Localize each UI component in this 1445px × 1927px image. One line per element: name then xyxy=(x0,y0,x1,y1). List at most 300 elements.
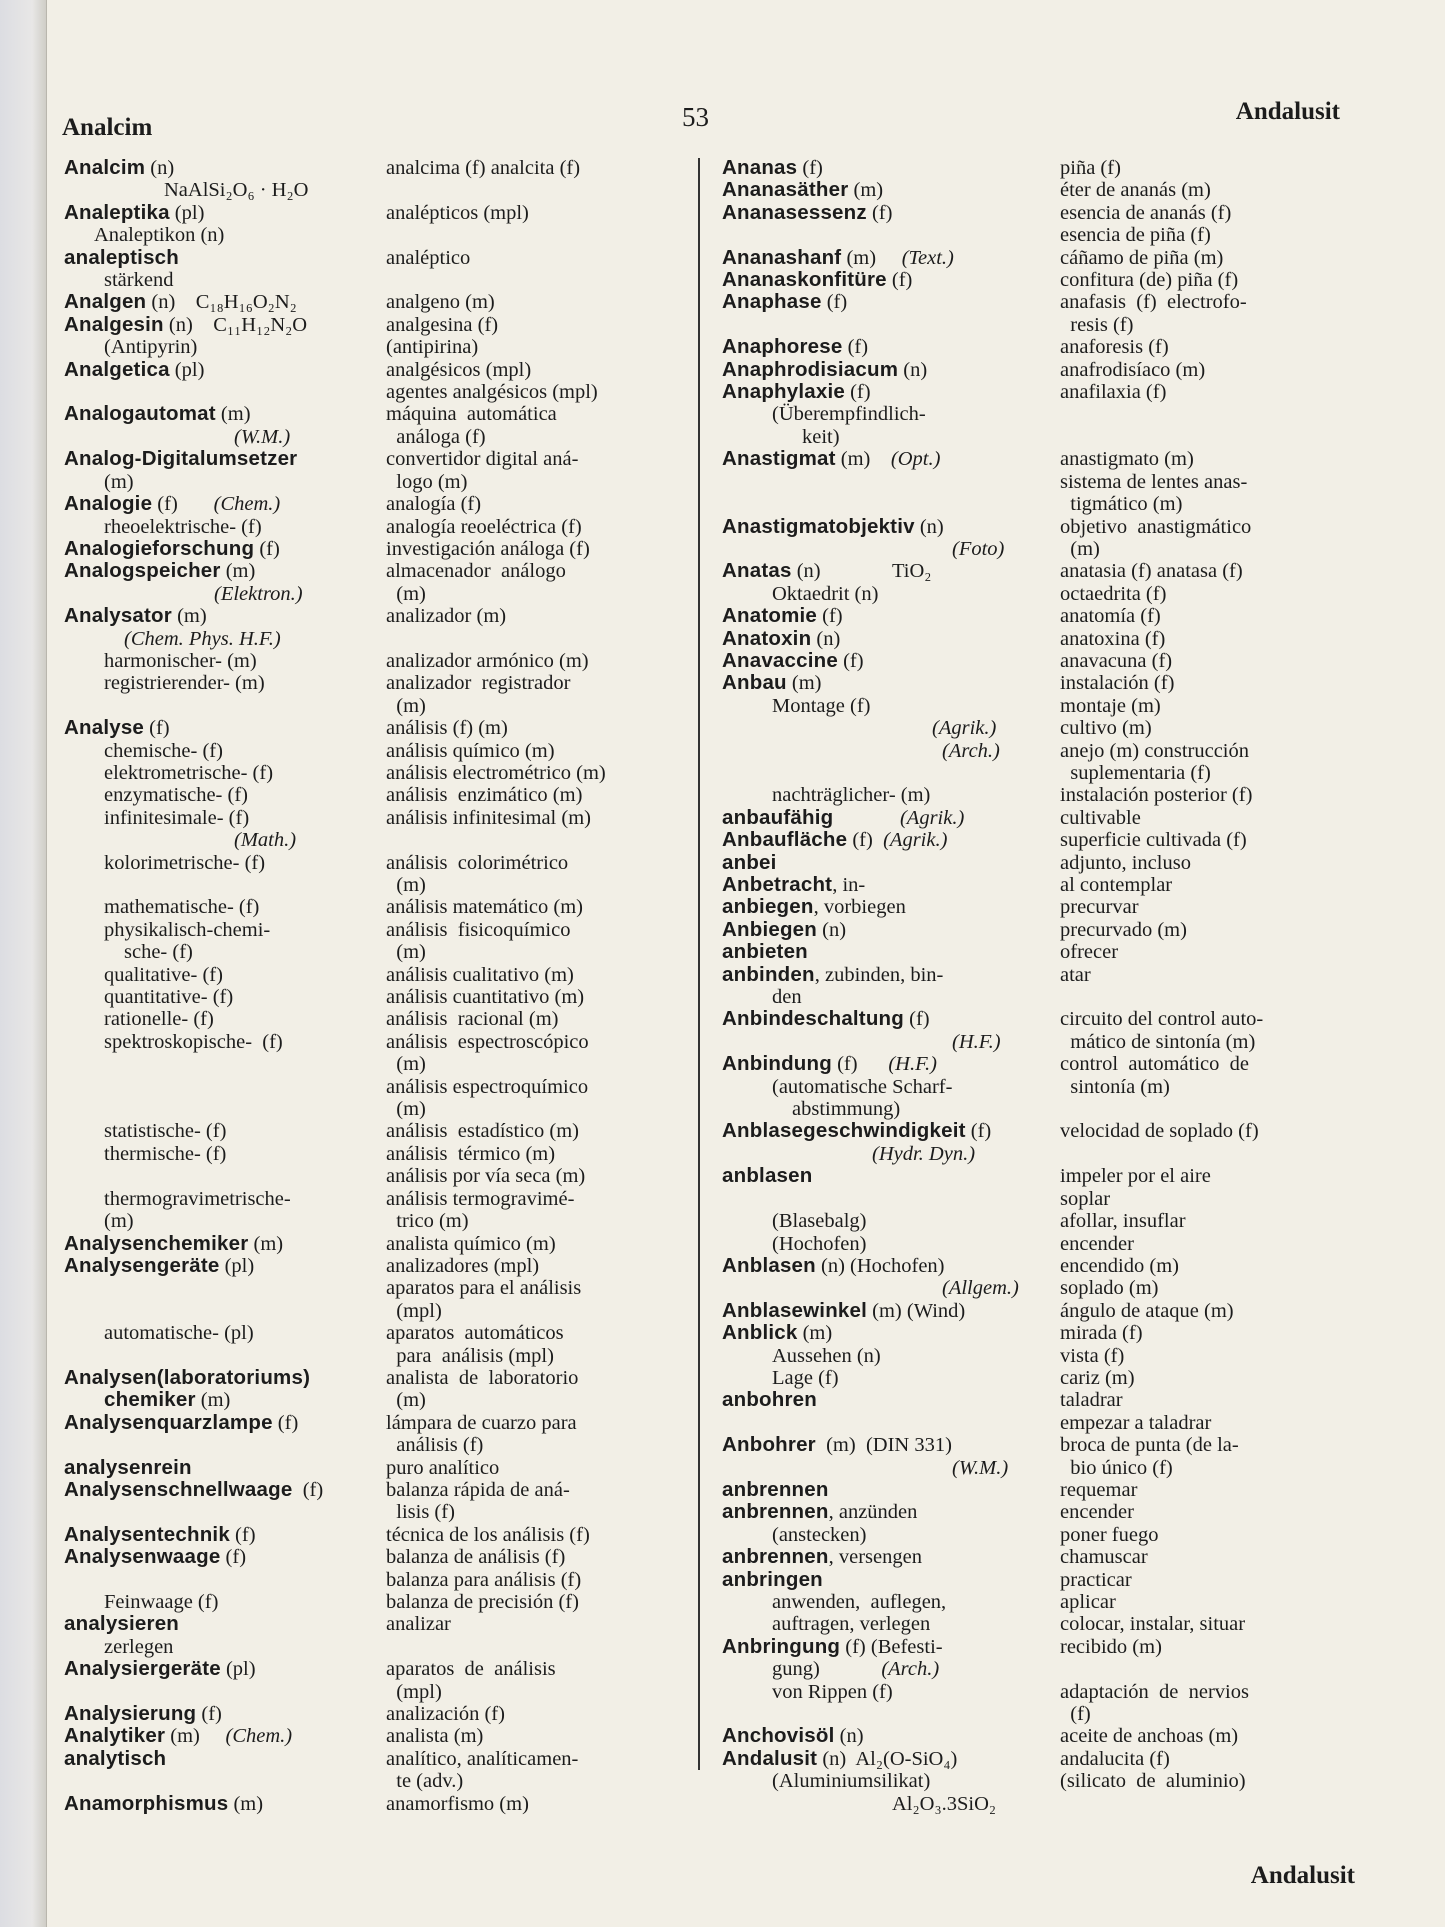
term-line xyxy=(64,224,386,246)
german-term xyxy=(64,560,386,605)
german-term xyxy=(64,1412,386,1457)
term-annotation: (m) xyxy=(786,672,822,695)
translation-line: precurvado (m) xyxy=(1060,918,1187,941)
spanish-translation xyxy=(386,202,684,247)
headword: Analysator xyxy=(64,605,172,628)
sub-term: mathematische- (f) xyxy=(104,896,260,919)
spanish-translation xyxy=(386,247,684,292)
term-annotation: (m) xyxy=(848,179,884,202)
translation-line: colocar, instalar, situar xyxy=(1060,1613,1246,1636)
translation-line: anaforesis (f) xyxy=(1060,336,1169,359)
dictionary-entry xyxy=(722,1165,1362,1210)
translation-line: éter de ananás (m) xyxy=(1060,179,1211,202)
subject-field-label: (Opt.) xyxy=(870,448,941,471)
spanish-translation xyxy=(386,784,684,806)
translation-line: encendido (m) xyxy=(1060,1254,1179,1277)
translation-line: analogía reoeléctrica (f) xyxy=(386,515,582,538)
spanish-translation xyxy=(386,1120,684,1142)
spanish-translation xyxy=(1060,1300,1362,1322)
translation-line: esencia de ananás (f) xyxy=(1060,201,1232,224)
translation-line: análisis (f) (m) xyxy=(386,717,508,740)
translation-line: sistema de lentes anas- xyxy=(1060,470,1248,493)
spanish-translation xyxy=(386,1479,684,1524)
dictionary-entry xyxy=(722,1300,1362,1322)
translation-line: balanza para análisis (f) xyxy=(386,1568,582,1591)
dictionary-entry xyxy=(64,672,684,717)
sub-term: Aussehen (n) xyxy=(772,1344,881,1367)
german-term xyxy=(64,762,386,784)
dictionary-entry xyxy=(64,1322,684,1367)
right-column xyxy=(722,157,1362,1815)
term-annotation: (m) xyxy=(841,246,877,269)
translation-line: cultivable xyxy=(1060,806,1141,829)
spanish-translation xyxy=(386,852,684,897)
dictionary-entry xyxy=(722,1255,1362,1300)
translation-line: vista (f) xyxy=(1060,1344,1125,1367)
term-line xyxy=(722,269,1060,291)
footer-catchword: Andalusit xyxy=(1250,1862,1355,1889)
translation-line: superficie cultivada (f) xyxy=(1060,829,1247,852)
term-annotation: (m) xyxy=(835,448,871,471)
term-annotation: , zubinden, bin- xyxy=(814,963,944,986)
translation-line: analépticos (mpl) xyxy=(386,201,529,224)
headword: Andalusit xyxy=(722,1747,818,1770)
translation-line: control automático de xyxy=(1060,1053,1249,1076)
german-term xyxy=(64,852,386,897)
translation-line: (m) xyxy=(386,941,426,964)
sub-term: abstimmung) xyxy=(792,1098,901,1121)
dictionary-entry xyxy=(722,448,1362,515)
sub-term: (anstecken) xyxy=(772,1523,867,1546)
spanish-translation xyxy=(1060,672,1362,784)
term-line xyxy=(64,516,386,538)
german-term xyxy=(722,247,1060,269)
translation-line: análisis cuantitativo (m) xyxy=(386,986,585,1009)
sub-term: anwenden, auflegen, xyxy=(772,1591,947,1613)
spanish-translation xyxy=(1060,896,1362,918)
translation-line: taladrar xyxy=(1060,1389,1123,1412)
german-term xyxy=(64,986,386,1008)
term-line xyxy=(64,448,386,470)
term-annotation: (f) xyxy=(842,336,869,359)
page-number: 53 xyxy=(682,102,709,132)
spanish-translation xyxy=(1060,1120,1362,1165)
headword: Anaphrodisiacum xyxy=(722,358,899,381)
term-line xyxy=(722,1367,1060,1389)
translation-line: agentes analgésicos (mpl) xyxy=(386,381,598,404)
term-annotation: (f) xyxy=(797,157,823,179)
headword: anblasen xyxy=(722,1165,813,1188)
translation-line: te (adv.) xyxy=(386,1770,464,1793)
term-annotation: (n) xyxy=(898,358,928,381)
headword: Analysenschnellwaage xyxy=(64,1478,293,1501)
sub-term: NaAlSi₂O₆ · H₂O xyxy=(164,179,309,202)
term-line xyxy=(64,291,386,313)
german-term xyxy=(64,650,386,672)
spanish-translation xyxy=(1060,1479,1362,1501)
spanish-translation xyxy=(386,762,684,784)
term-line xyxy=(722,202,1060,224)
dictionary-entry xyxy=(64,538,684,560)
term-line xyxy=(722,1210,1060,1232)
german-term xyxy=(722,1546,1060,1568)
term-annotation: (n) xyxy=(914,515,944,538)
dictionary-entry xyxy=(722,516,1362,561)
german-term xyxy=(64,672,386,717)
spanish-translation xyxy=(1060,1569,1362,1636)
sub-term: rationelle- (f) xyxy=(104,1008,214,1031)
column-rule xyxy=(698,158,700,1770)
term-line xyxy=(722,605,1060,627)
dictionary-entry xyxy=(64,1793,684,1815)
term-annotation: (f) xyxy=(821,291,848,314)
headword: Analgetica xyxy=(64,358,170,381)
dictionary-entry xyxy=(722,807,1362,829)
term-line xyxy=(64,852,386,874)
translation-line: analizador registrador xyxy=(386,672,571,695)
term-line xyxy=(64,1031,386,1053)
term-line xyxy=(64,157,386,179)
german-term xyxy=(722,1300,1060,1322)
german-term xyxy=(722,964,1060,1009)
translation-line: convertidor digital aná- xyxy=(386,448,579,471)
term-line xyxy=(64,1120,386,1142)
translation-line: montaje (m) xyxy=(1060,694,1161,717)
german-term xyxy=(722,1008,1060,1053)
german-term xyxy=(722,1165,1060,1210)
spanish-translation xyxy=(1060,1322,1362,1389)
headword: Analytiker xyxy=(64,1725,166,1748)
sub-term: nachträglicher- (m) xyxy=(772,784,931,807)
sub-term: (Hochofen) xyxy=(772,1232,867,1255)
dictionary-entry xyxy=(64,1613,684,1658)
dictionary-entry xyxy=(64,1188,684,1233)
term-line xyxy=(722,740,1060,762)
term-annotation: (m) xyxy=(248,1232,284,1255)
spanish-translation xyxy=(1060,919,1362,941)
translation-line: aparatos automáticos xyxy=(386,1322,564,1345)
term-line xyxy=(722,1165,1060,1187)
translation-line: anafrodisíaco (m) xyxy=(1060,358,1206,381)
spanish-translation xyxy=(386,538,684,560)
term-annotation: (n) TiO₂ xyxy=(791,560,932,583)
dictionary-entry xyxy=(722,359,1362,381)
spanish-translation xyxy=(386,1457,684,1479)
headword: Anastigmatobjektiv xyxy=(722,515,915,538)
spanish-translation xyxy=(1060,359,1362,381)
translation-line: anatomía (f) xyxy=(1060,605,1161,628)
term-line xyxy=(722,1636,1060,1658)
translation-line: análisis racional (m) xyxy=(386,1008,559,1031)
spanish-translation xyxy=(1060,179,1362,201)
dictionary-entry xyxy=(722,202,1362,247)
spanish-translation xyxy=(1060,1681,1362,1726)
translation-line: puro analítico xyxy=(386,1456,500,1479)
headword: Anbringung xyxy=(722,1635,841,1658)
term-line xyxy=(722,1793,1060,1815)
translation-line: lisis (f) xyxy=(386,1501,455,1524)
spanish-translation xyxy=(1060,628,1362,650)
dictionary-entry xyxy=(64,1233,684,1255)
german-term xyxy=(64,1008,386,1030)
dictionary-entry xyxy=(722,672,1362,784)
translation-line: logo (m) xyxy=(386,470,468,493)
german-term xyxy=(722,1479,1060,1501)
sub-term: physikalisch-chemi- xyxy=(104,918,271,941)
sub-term: registrierender- (m) xyxy=(104,672,265,695)
sub-term: elektrometrische- (f) xyxy=(104,761,274,784)
subject-field-label: (Math.) xyxy=(234,829,297,852)
spanish-translation xyxy=(386,740,684,762)
headword: Analogautomat xyxy=(64,403,216,426)
translation-line: (m) xyxy=(386,1098,426,1121)
term-annotation: , anzünden xyxy=(828,1501,918,1524)
sub-term: (Blasebalg) xyxy=(772,1210,867,1233)
dictionary-entry xyxy=(64,1008,684,1030)
previous-page-edge xyxy=(0,0,47,1927)
german-term xyxy=(722,269,1060,291)
term-line xyxy=(722,1546,1060,1568)
headword: anbei xyxy=(722,851,777,874)
sub-term: Analeptikon (n) xyxy=(94,224,225,247)
term-line xyxy=(722,583,1060,605)
translation-line: ángulo de ataque (m) xyxy=(1060,1299,1234,1322)
german-term xyxy=(64,1031,386,1121)
sub-term: thermische- (f) xyxy=(104,1142,227,1165)
term-annotation: (n) Al₂(O-SiO₄) xyxy=(817,1747,958,1770)
translation-line: aparatos para el análisis xyxy=(386,1277,582,1300)
term-line xyxy=(64,1367,386,1389)
headword: Analysen(laboratoriums) xyxy=(64,1366,311,1389)
dictionary-entry xyxy=(722,1569,1362,1636)
translation-line: requemar xyxy=(1060,1478,1138,1501)
spanish-translation xyxy=(386,448,684,493)
german-term xyxy=(64,1322,386,1367)
dictionary-entry xyxy=(64,1412,684,1457)
sub-term: statistische- (f) xyxy=(104,1120,227,1143)
term-annotation: (f) xyxy=(817,605,843,628)
subject-field-label: (Arch.) xyxy=(942,739,1000,762)
term-annotation: (pl) xyxy=(169,358,205,381)
spanish-translation xyxy=(386,986,684,1008)
spanish-translation xyxy=(386,1748,684,1793)
headword: Anbetracht xyxy=(722,874,833,896)
spanish-translation xyxy=(1060,1210,1362,1255)
spanish-translation xyxy=(1060,157,1362,179)
translation-line: análisis por vía seca (m) xyxy=(386,1165,586,1188)
translation-line: análisis térmico (m) xyxy=(386,1142,556,1165)
headword: Anaphylaxie xyxy=(722,381,845,404)
german-term xyxy=(64,1188,386,1233)
german-term xyxy=(722,448,1060,515)
spanish-translation xyxy=(1060,1546,1362,1568)
term-line xyxy=(722,179,1060,201)
dictionary-entry xyxy=(722,896,1362,918)
spanish-translation xyxy=(1060,1434,1362,1479)
term-line xyxy=(722,807,1060,829)
sub-term: quantitative- (f) xyxy=(104,986,234,1009)
translation-line: análisis fisicoquímico xyxy=(386,918,571,941)
translation-line: piña (f) xyxy=(1060,157,1121,179)
term-line xyxy=(64,1457,386,1479)
dictionary-entry xyxy=(722,1120,1362,1165)
sub-term: automatische- (pl) xyxy=(104,1322,254,1345)
german-term xyxy=(722,650,1060,672)
spanish-translation xyxy=(1060,1725,1362,1747)
german-term xyxy=(64,538,386,560)
term-line xyxy=(64,1613,386,1635)
translation-line: anafasis (f) electrofo- xyxy=(1060,291,1247,314)
german-term xyxy=(64,1613,386,1658)
translation-line: adaptación de nervios xyxy=(1060,1680,1249,1703)
spanish-translation xyxy=(386,1591,684,1613)
headword: anbohren xyxy=(722,1389,817,1412)
translation-line: (silicato de aluminio) xyxy=(1060,1770,1246,1793)
spanish-translation xyxy=(386,1658,684,1703)
german-term xyxy=(64,359,386,404)
spanish-translation xyxy=(386,493,684,538)
term-line xyxy=(64,1233,386,1255)
spanish-translation xyxy=(386,896,684,918)
subject-field-label: (Chem.) xyxy=(199,1725,293,1748)
dictionary-entry xyxy=(722,1501,1362,1546)
term-line xyxy=(722,1322,1060,1344)
translation-line: poner fuego xyxy=(1060,1523,1159,1546)
german-term xyxy=(64,1255,386,1322)
translation-line: anastigmato (m) xyxy=(1060,448,1194,471)
term-line xyxy=(722,1076,1060,1098)
headword: Analgen xyxy=(64,291,147,314)
term-line xyxy=(722,1277,1060,1299)
german-term xyxy=(722,1255,1060,1300)
dictionary-entry xyxy=(722,1725,1362,1747)
spanish-translation xyxy=(386,1725,684,1747)
translation-line: instalación (f) xyxy=(1060,672,1175,695)
spanish-translation xyxy=(1060,784,1362,806)
translation-line: instalación posterior (f) xyxy=(1060,784,1253,807)
translation-line: octaedrita (f) xyxy=(1060,582,1167,605)
headword: Anbohrer xyxy=(722,1434,816,1457)
subject-field-label: (Allgem.) xyxy=(942,1277,1019,1300)
german-term xyxy=(64,1479,386,1524)
term-line xyxy=(64,762,386,784)
term-annotation: (n) xyxy=(834,1725,864,1748)
spanish-translation xyxy=(386,807,684,852)
headword: Anblick xyxy=(722,1322,798,1345)
headword: Anbindeschaltung xyxy=(722,1008,905,1031)
term-line xyxy=(64,919,386,941)
term-line xyxy=(722,1479,1060,1501)
dictionary-entry xyxy=(722,381,1362,448)
term-line xyxy=(722,1569,1060,1591)
headword: Anbiegen xyxy=(722,918,817,941)
german-term xyxy=(64,1367,386,1412)
translation-line: anatoxina (f) xyxy=(1060,627,1166,650)
spanish-translation xyxy=(386,1322,684,1367)
german-term xyxy=(64,807,386,852)
term-line xyxy=(64,1725,386,1747)
term-annotation: , vorbiegen xyxy=(813,896,906,919)
dictionary-entry xyxy=(722,1389,1362,1434)
dictionary-entry xyxy=(722,919,1362,941)
term-line xyxy=(64,1703,386,1725)
german-term xyxy=(722,829,1060,851)
spanish-translation xyxy=(386,1008,684,1030)
translation-line: analista químico (m) xyxy=(386,1232,556,1255)
spanish-translation xyxy=(1060,1636,1362,1681)
translation-line: cariz (m) xyxy=(1060,1366,1135,1389)
translation-line: (m) xyxy=(386,582,426,605)
term-line xyxy=(722,874,1060,896)
subject-field-label: (Hydr. Dyn.) xyxy=(872,1142,976,1165)
headword: Analysierung xyxy=(64,1703,197,1726)
subject-field-label: (Chem.) xyxy=(177,493,281,516)
term-line xyxy=(722,784,1060,806)
german-term xyxy=(64,1457,386,1479)
term-line xyxy=(64,740,386,762)
translation-line: aceite de anchoas (m) xyxy=(1060,1725,1239,1748)
dictionary-entry xyxy=(64,1031,684,1121)
term-line xyxy=(722,516,1060,538)
left-column xyxy=(64,157,684,1815)
term-line xyxy=(722,359,1060,381)
term-annotation: (m) (DIN 331) xyxy=(815,1434,952,1457)
translation-line: análisis termogravimé- xyxy=(386,1187,575,1210)
term-line xyxy=(64,493,386,515)
term-annotation: (f) xyxy=(844,381,871,404)
translation-line: anatasia (f) anatasa (f) xyxy=(1060,560,1243,583)
term-annotation: (f) xyxy=(904,1008,930,1031)
dictionary-entry xyxy=(722,179,1362,201)
spanish-translation xyxy=(386,1367,684,1412)
german-term xyxy=(64,1143,386,1188)
german-term xyxy=(64,1658,386,1703)
term-line xyxy=(722,1501,1060,1523)
term-annotation: (n) (Hochofen) xyxy=(815,1254,945,1277)
translation-line: (mpl) xyxy=(386,1680,442,1703)
spanish-translation xyxy=(386,291,684,313)
headword: Anamorphismus xyxy=(64,1792,229,1815)
translation-line: análisis espectroscópico xyxy=(386,1030,589,1053)
german-term xyxy=(722,1569,1060,1636)
term-line xyxy=(722,1143,1060,1165)
term-line xyxy=(722,1591,1060,1613)
dictionary-entry xyxy=(64,448,684,493)
translation-line: ofrecer xyxy=(1060,941,1119,964)
spanish-translation xyxy=(1060,874,1362,896)
term-line xyxy=(722,426,1060,448)
german-term xyxy=(722,1053,1060,1120)
translation-line: cultivo (m) xyxy=(1060,717,1152,740)
headword: Analogspeicher xyxy=(64,560,221,583)
spanish-translation xyxy=(1060,291,1362,336)
sub-term: thermogravimetrische- xyxy=(104,1187,291,1210)
german-term xyxy=(722,672,1060,784)
dictionary-entry xyxy=(722,964,1362,1009)
dictionary-entry xyxy=(722,291,1362,336)
sub-term: von Rippen (f) xyxy=(772,1680,893,1703)
translation-line: andalucita (f) xyxy=(1060,1747,1170,1770)
term-line xyxy=(722,672,1060,694)
german-term xyxy=(722,628,1060,650)
german-term xyxy=(722,1725,1060,1747)
term-line xyxy=(722,1748,1060,1770)
term-line xyxy=(722,1725,1060,1747)
term-annotation: (f) xyxy=(965,1120,992,1143)
headword: Anbau xyxy=(722,672,787,695)
german-term xyxy=(722,1501,1060,1546)
subject-field-label: (W.M.) xyxy=(234,425,291,448)
